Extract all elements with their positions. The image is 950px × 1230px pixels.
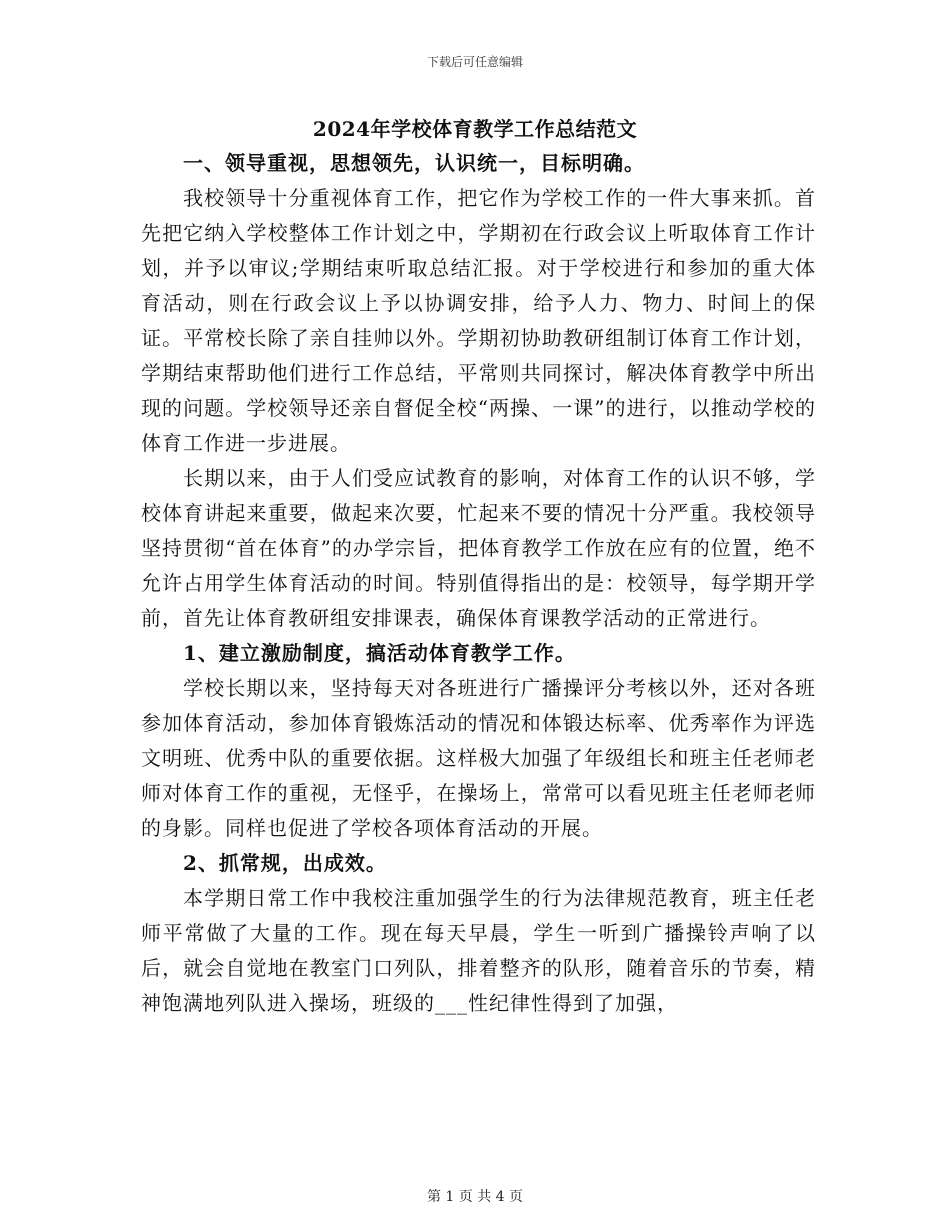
body-paragraph: 本学期日常工作中我校注重加强学生的行为法律规范教育，班主任老师平常做了大量的工作。现在每天早晨，学生一听到广播操铃声响了以后，就会自觉地在教室门口列队，排着整齐的队形，随着音乐的节奏，精神饱满地列队进入操场，班级的___性纪律性得到了加强， bbox=[141, 886, 816, 1015]
body-paragraph: 长期以来，由于人们受应试教育的影响，对体育工作的认识不够，学校体育讲起来重要，做起来次要，忙起来不要的情况十分严重。我校领导坚持贯彻“首在体育”的办学宗旨，把体育教学工作放在应有的位置，绝不允许占用学生体育活动的时间。特别值得指出的是：校领导，每学期开学前，首先让体育教研组安排课表，确保体育课教学活动的正常进行。 bbox=[141, 466, 816, 630]
page-footer: 第 1 页 共 4 页 bbox=[426, 1189, 524, 1205]
body-paragraph: 我校领导十分重视体育工作，把它作为学校工作的一件大事来抓。首先把它纳入学校整体工作计划之中，学期初在行政会议上听取体育工作计划，并予以审议;学期结束听取总结汇报。对于学校进行和参加的重大体育活动，则在行政会议上予以协调安排，给予人力、物力、时间上的保证。平常校长除了亲自挂帅以外。学期初协助教研组制订体育工作计划，学期结束帮助他们进行工作总结，平常则共同探讨，解决体育教学中所出现的问题。学校领导还亲自督促全校“两操、一课”的进行，以推动学校的体育工作进一步进展。 bbox=[141, 186, 816, 455]
sub-heading-2: 2、抓常规，出成效。 bbox=[183, 851, 387, 875]
sub-heading-1: 1、建立激励制度，搞活动体育教学工作。 bbox=[183, 641, 576, 665]
body-paragraph: 学校长期以来，坚持每天对各班进行广播操评分考核以外，还对各班参加体育活动，参加体育锻炼活动的情况和体锻达标率、优秀率作为评选文明班、优秀中队的重要依据。这样极大加强了年级组长和班主任老师老师对体育工作的重视，无怪乎，在操场上，常常可以看见班主任老师老师的身影。同样也促进了学校各项体育活动的开展。 bbox=[141, 676, 816, 840]
page-header: 下载后可任意编辑 bbox=[426, 55, 523, 69]
section-heading-1: 一、领导重视，思想领先，认识统一，目标明确。 bbox=[183, 151, 645, 175]
document-body bbox=[141, 146, 816, 1021]
document-title: 2024年学校体育教学工作总结范文 bbox=[312, 117, 638, 141]
